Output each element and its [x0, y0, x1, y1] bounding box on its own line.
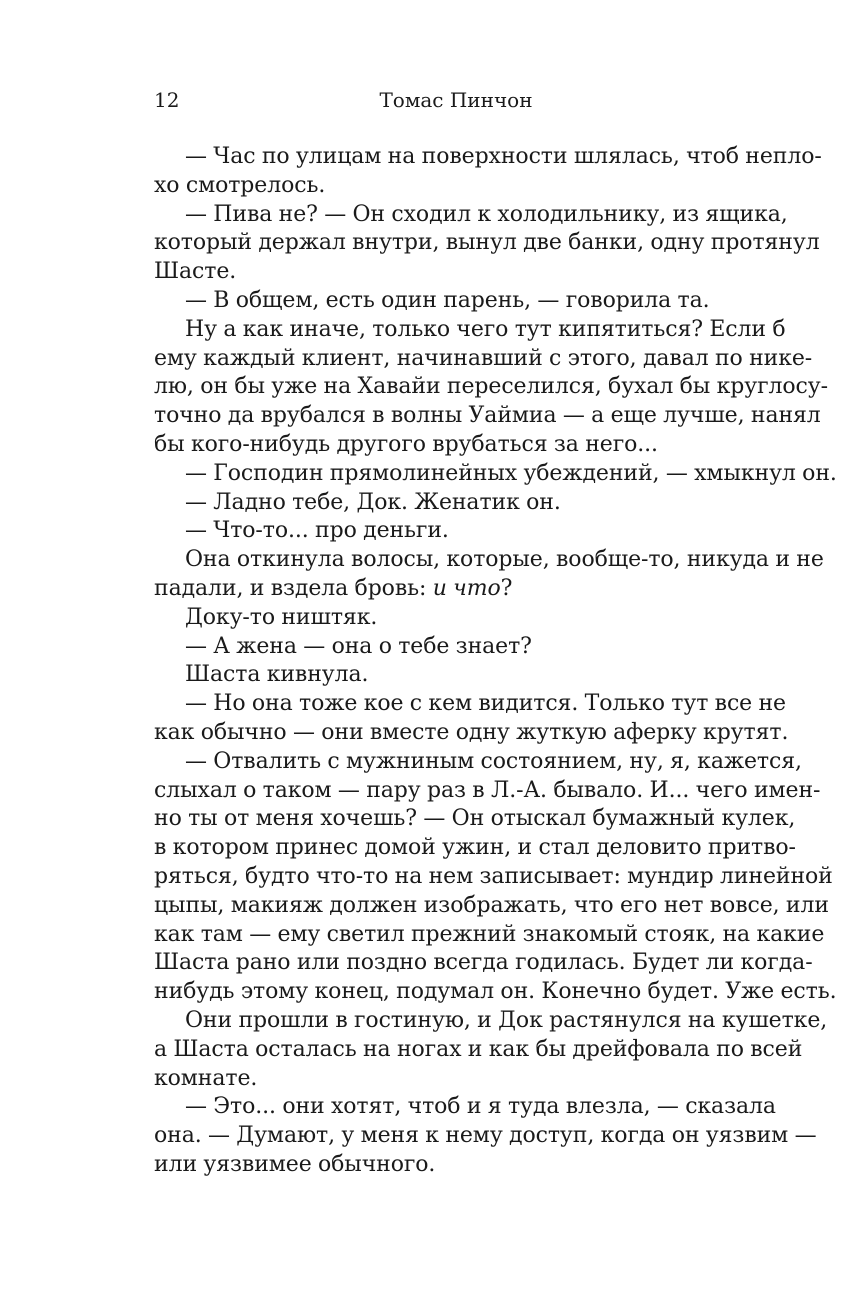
text-line: [154, 373, 828, 402]
text-line-content: а Шаста осталась на ногах и как бы дрейфовала по всей: [154, 1036, 803, 1062]
text-line: [154, 805, 796, 834]
text-line-content: — Что-то... про деньги.: [185, 518, 449, 544]
text-line-content: — В общем, есть один парень, — говорила та.: [185, 287, 710, 313]
text-line-content: ему каждый клиент, начинавший с этого, давал по нике-: [154, 345, 813, 371]
text-line-content: — Отвалить с мужниным состоянием, ну, я, кажется,: [185, 748, 802, 774]
text-line-content: Ну а как иначе, только чего тут кипятиться? Если б: [185, 316, 786, 342]
text-line-content: как там — ему светил прежний знакомый стояк, на какие: [154, 921, 825, 947]
text-line-content: но ты от меня хочешь? — Он отыскал бумажный кулек,: [154, 806, 796, 832]
text-line-content: цыпы, макияж должен изображать, что его нет вовсе, или: [154, 892, 829, 918]
text-line-content: падали, и вздела бровь:: [154, 575, 433, 601]
text-line-content: Шасте.: [154, 259, 237, 285]
text-line-content: Доку-то ништяк.: [185, 604, 378, 630]
text-line: [154, 949, 813, 978]
text-line: [154, 834, 796, 863]
text-line: [154, 201, 788, 230]
text-line: [154, 1036, 803, 1065]
text-line: [154, 777, 821, 806]
text-line: [154, 978, 837, 1007]
text-line-content: — Час по улицам на поверхности шлялась, чтоб непло-: [185, 144, 822, 169]
text-line-content: — Ладно тебе, Док. Женатик он.: [185, 489, 561, 515]
text-line-content: — Пива не? — Он сходил к холодильнику, из ящика,: [185, 201, 788, 227]
text-line: [154, 575, 758, 604]
text-line: [154, 229, 820, 258]
running-head: Томас Пинчон: [379, 88, 533, 112]
italic-emphasis: и что: [432, 575, 501, 601]
text-line: [154, 517, 758, 546]
page-number: 12: [154, 88, 180, 112]
text-line: [154, 1007, 828, 1036]
text-line: [154, 172, 758, 201]
text-line: [154, 863, 833, 892]
text-line: [154, 143, 822, 172]
text-line-content: Шаста кивнула.: [185, 662, 369, 688]
text-line: [154, 431, 758, 460]
text-line-content: — Это... они хотят, чтоб и я туда влезла, — сказала: [185, 1094, 776, 1120]
text-line: [154, 546, 824, 575]
text-line-content: — А жена — она о тебе знает?: [185, 633, 532, 659]
text-line: [154, 1065, 758, 1094]
text-line: [154, 604, 758, 633]
text-line-content: слыхал о таком — пару раз в Л.-А. бывало. И... чего имен-: [154, 777, 821, 803]
text-line-content: в котором принес домой ужин, и стал деловито притво-: [154, 835, 796, 861]
text-line-tail: ?: [500, 575, 513, 601]
text-line-content: — Но она тоже кое с кем видится. Только тут все не: [185, 691, 786, 717]
text-line-content: ряться, будто что-то на нем записывает: мундир линейной: [154, 863, 833, 889]
page-header: [154, 88, 758, 118]
text-line-content: бы кого-нибудь другого врубаться за него...: [154, 431, 658, 457]
text-line-content: Они прошли в гостиную, и Док растянулся на кушетке,: [185, 1007, 828, 1033]
text-line: [154, 921, 825, 950]
text-line: [154, 633, 758, 662]
text-line-content: — Господин прямолинейных убеждений, — хмыкнул он.: [185, 460, 837, 486]
text-line: [154, 316, 786, 345]
text-line: [154, 748, 802, 777]
text-line: [154, 892, 829, 921]
body-text: [154, 143, 837, 1180]
text-line: [154, 402, 821, 431]
text-line-content: или уязвимее обычного.: [154, 1151, 436, 1177]
text-line-content: точно да врубался в волны Уаймиа — а еще лучше, нанял: [154, 403, 821, 429]
text-line-content: как обычно — они вместе одну жуткую аферку крутят.: [154, 719, 789, 745]
text-line: [154, 1093, 776, 1122]
text-line-content: лю, он бы уже на Хавайи переселился, бухал бы круглосу-: [154, 374, 828, 400]
text-line-content: комнате.: [154, 1065, 258, 1091]
text-line-content: хо смотрелось.: [154, 172, 326, 198]
text-line: [154, 1122, 817, 1151]
text-line: [154, 460, 837, 489]
text-line: [154, 258, 758, 287]
text-line: [154, 661, 758, 690]
text-line: [154, 719, 789, 748]
text-line-content: нибудь этому конец, подумал он. Конечно будет. Уже есть.: [154, 979, 837, 1005]
text-line-content: Шаста рано или поздно всегда годилась. Будет ли когда-: [154, 950, 813, 976]
text-line-content: она. — Думают, у меня к нему доступ, когда он уязвим —: [154, 1123, 817, 1149]
text-line: [154, 345, 813, 374]
text-line: [154, 287, 758, 316]
text-line: [154, 1151, 758, 1180]
text-line-content: Она откинула волосы, которые, вообще-то, никуда и не: [185, 547, 824, 573]
text-line: [154, 489, 758, 518]
text-line: [154, 690, 786, 719]
text-line-content: который держал внутри, вынул две банки, одну протянул: [154, 230, 820, 256]
